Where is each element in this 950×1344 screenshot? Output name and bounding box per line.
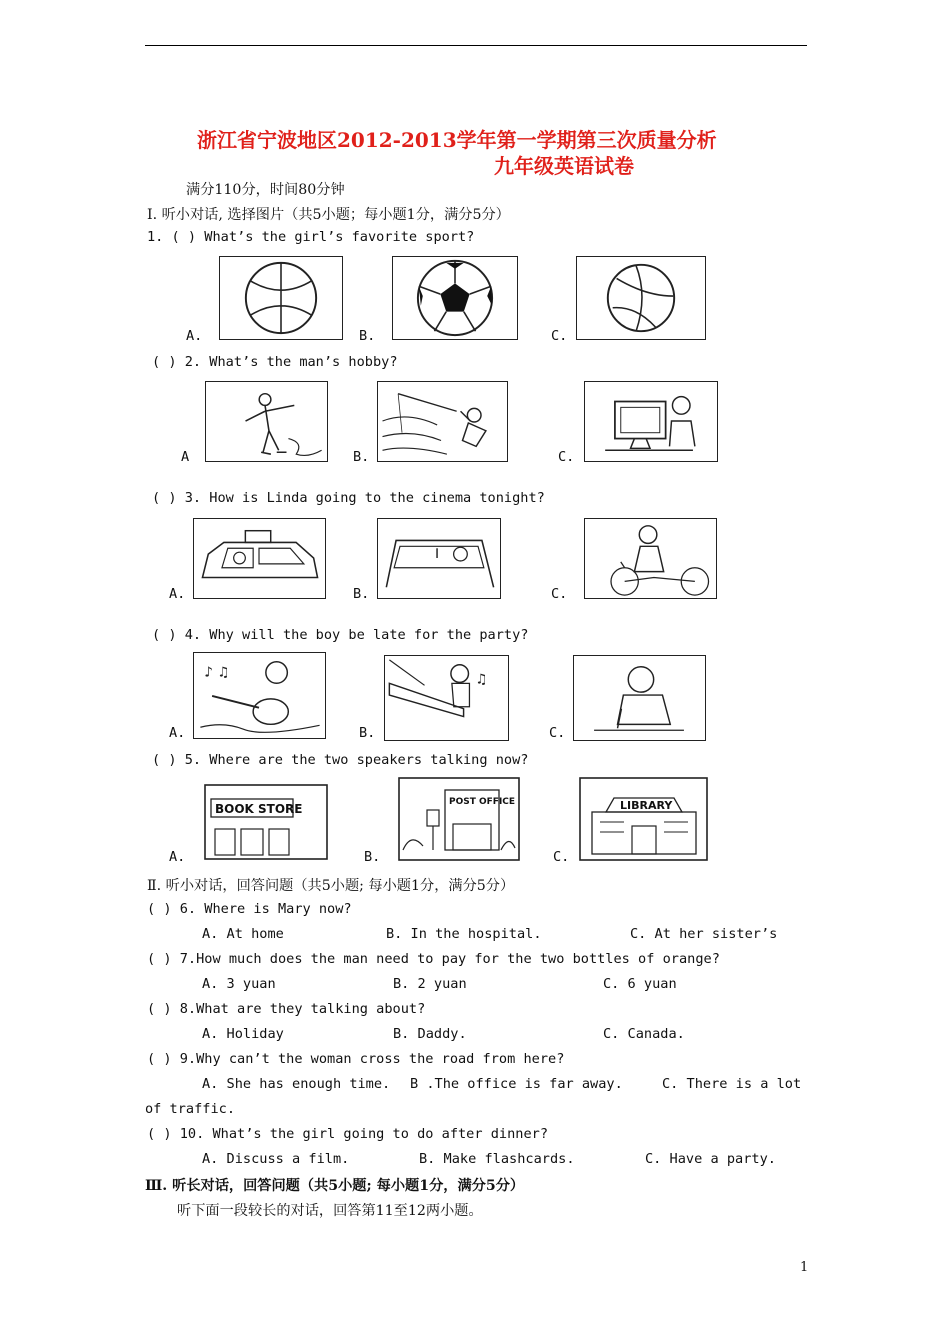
q6-option-a: A. At home [202, 926, 284, 942]
section3-intro: 听下面一段较长的对话，回答第11至12两小题。 [177, 1203, 483, 1219]
q4-label-c: C. [549, 725, 566, 741]
q2-image-c-computer [584, 381, 718, 462]
q2-image-b-fishing [377, 381, 508, 462]
q3-image-b-car [377, 518, 501, 599]
exam-subtitle: 九年级英语试卷 [494, 154, 634, 178]
q3-image-a-taxi [193, 518, 326, 599]
question-6: ( ) 6. Where is Mary now? [147, 901, 352, 917]
q6-option-c: C. At her sister’s [630, 926, 778, 942]
q8-option-c: C. Canada. [603, 1026, 685, 1042]
question-4: ( ) 4. Why will the boy be late for the party? [152, 627, 529, 643]
q4-label-b: B. [359, 725, 376, 741]
q7-option-c: C. 6 yuan [603, 976, 677, 992]
question-3: ( ) 3. How is Linda going to the cinema tonight? [152, 490, 545, 506]
q3-image-c-bicycle [584, 518, 717, 599]
q4-label-a: A. [169, 725, 186, 741]
score-time: 满分110分，时间80分钟 [186, 182, 345, 198]
page-number: 1 [800, 1260, 809, 1275]
q4-image-c-writing [573, 655, 706, 741]
q5-label-c: C. [553, 849, 570, 865]
q4-image-b-piano [384, 655, 509, 741]
exam-title: 浙江省宁波地区2012-2013学年第一学期第三次质量分析 [197, 128, 717, 152]
q2-label-b: B. [353, 449, 370, 465]
svg-text:♫: ♫ [475, 671, 488, 688]
q4-image-a-guitar [193, 652, 326, 739]
q5-label-a: A. [169, 849, 186, 865]
q1-image-a-basketball [219, 256, 343, 340]
q5-image-a-bookstore [201, 781, 332, 862]
question-8: ( ) 8.What are they talking about? [147, 1001, 426, 1017]
q2-label-c: C. [558, 449, 575, 465]
question-5: ( ) 5. Where are the two speakers talking now? [152, 752, 529, 768]
q7-option-b: B. 2 yuan [393, 976, 467, 992]
question-1: 1. ( ) What’s the girl’s favorite sport? [147, 229, 475, 245]
q3-label-a: A. [169, 586, 186, 602]
question-9: ( ) 9.Why can’t the woman cross the road from here? [147, 1051, 565, 1067]
q1-label-b: B. [359, 328, 376, 344]
section3-heading: Ⅲ. 听长对话，回答问题（共5小题; 每小题1分，满分5分） [145, 1178, 525, 1194]
q1-label-a: A. [186, 328, 203, 344]
q2-image-a-skating [205, 381, 328, 462]
q7-option-a: A. 3 yuan [202, 976, 276, 992]
svg-text:LIBRARY: LIBRARY [620, 799, 673, 812]
q6-option-b: B. In the hospital. [386, 926, 542, 942]
question-2: ( ) 2. What’s the man’s hobby? [152, 354, 398, 370]
q1-label-c: C. [551, 328, 568, 344]
q2-label-a: A [181, 449, 190, 465]
question-10: ( ) 10. What’s the girl going to do after dinner? [147, 1126, 549, 1142]
q5-image-c-library [578, 776, 709, 863]
q5-label-b: B. [364, 849, 381, 865]
section2-heading: Ⅱ. 听小对话，回答问题（共5小题; 每小题1分，满分5分） [147, 878, 515, 894]
q9-option-c: C. There is a lot [662, 1076, 802, 1092]
q3-label-b: B. [353, 586, 370, 602]
svg-text:♪ ♫: ♪ ♫ [204, 664, 230, 681]
section1-heading: Ⅰ. 听小对话, 选择图片（共5小题；每小题1分，满分5分） [147, 207, 510, 223]
q3-label-c: C. [551, 586, 568, 602]
q5-image-b-post-office [397, 776, 521, 863]
q10-option-b: B. Make flashcards. [419, 1151, 575, 1167]
svg-text:POST OFFICE: POST OFFICE [449, 797, 516, 807]
q9-option-b: B .The office is far away. [410, 1076, 623, 1092]
question-7: ( ) 7.How much does the man need to pay for the two bottles of orange? [147, 951, 720, 967]
header-rule [145, 45, 807, 46]
svg-text:BOOK STORE: BOOK STORE [215, 802, 303, 816]
q10-option-a: A. Discuss a film. [202, 1151, 350, 1167]
q8-option-b: B. Daddy. [393, 1026, 467, 1042]
q9-option-c-continued: of traffic. [145, 1101, 236, 1117]
q10-option-c: C. Have a party. [645, 1151, 776, 1167]
q8-option-a: A. Holiday [202, 1026, 284, 1042]
q9-option-a: A. She has enough time. [202, 1076, 391, 1092]
q1-image-c-volleyball [576, 256, 706, 340]
q1-image-b-soccer [392, 256, 518, 340]
